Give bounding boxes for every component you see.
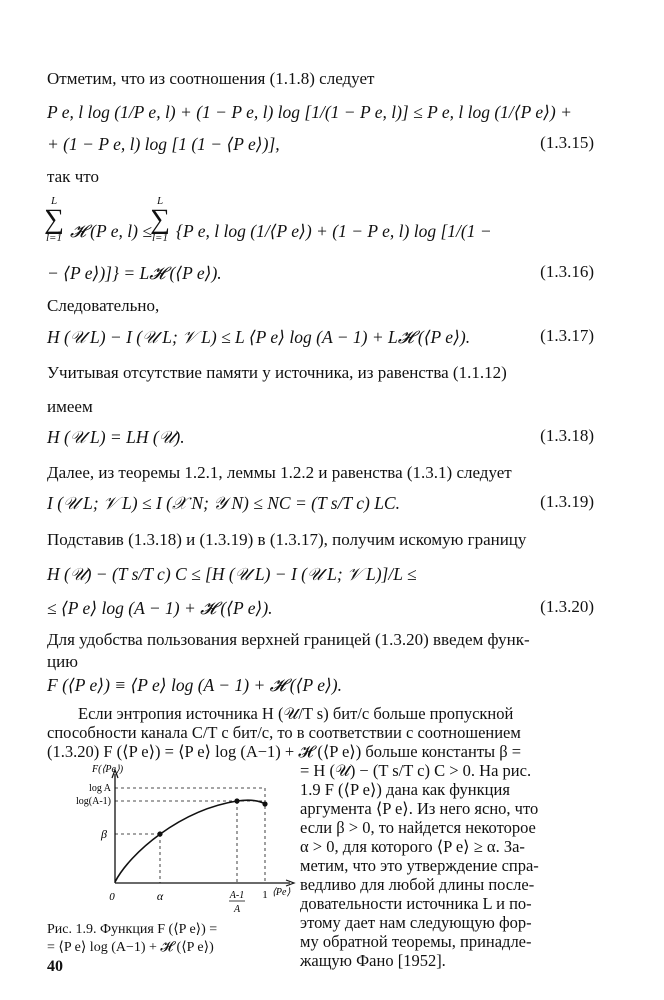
function-curve bbox=[115, 800, 265, 882]
equation-1-3-20-line2: ≤ ⟨P e⟩ log (A − 1) + 𝓗 (⟨P e⟩). bbox=[47, 598, 273, 618]
paragraph-line: = H (𝒰) − (T s/T c) C > 0. На рис. bbox=[300, 761, 532, 780]
ytick-logA: log A bbox=[89, 783, 111, 794]
point-one bbox=[262, 801, 267, 806]
paragraph-line: если β > 0, то найдется некоторое bbox=[300, 818, 536, 837]
xtick-one: 1 bbox=[262, 889, 268, 901]
equation-1-3-15-line1: P e, l log (1/P e, l) + (1 − P e, l) log [1/(1 − P e, l)] ≤ P e, l log (1/⟨P e⟩) + bbox=[47, 102, 572, 122]
paragraph-line: этому дает нам следующую фор- bbox=[300, 913, 532, 932]
paragraph-line: аргумента ⟨P e⟩. Из него ясно, что bbox=[300, 799, 539, 818]
text-line: Следовательно, bbox=[47, 296, 160, 315]
equation-number: (1.3.18) bbox=[540, 426, 594, 445]
xtick-fraction-numerator: A-1 bbox=[229, 890, 245, 901]
x-axis-label: ⟨Pe⟩ bbox=[272, 887, 291, 898]
figure-caption-line1: Рис. 1.9. Функция F (⟨P e⟩) = bbox=[47, 922, 218, 937]
text-line: Далее, из теоремы 1.2.1, леммы 1.2.2 и равенства (1.3.1) следует bbox=[47, 463, 512, 482]
xtick-alpha: α bbox=[156, 889, 164, 903]
paragraph-line: жащую Фано [1952]. bbox=[300, 951, 446, 970]
paragraph-line: Если энтропия источника H (𝒰/T s) бит/с больше пропускной bbox=[78, 704, 514, 723]
text-line: цию bbox=[47, 652, 78, 671]
page-number: 40 bbox=[47, 958, 63, 975]
xtick-zero: 0 bbox=[109, 891, 115, 903]
equation-number: (1.3.15) bbox=[540, 133, 594, 152]
figure-1-9 bbox=[40, 758, 298, 918]
text-line: Для удобства пользования верхней границей (1.3.20) введем функ- bbox=[47, 630, 530, 649]
y-axis-label: F(⟨Pe⟩) bbox=[92, 764, 124, 775]
text-line: имеем bbox=[47, 397, 93, 416]
paragraph-line: метим, что это утверждение спра- bbox=[300, 856, 539, 875]
equation-1-3-16-lhs: 𝓗 (P e, l) ≤ bbox=[70, 221, 152, 241]
paragraph-line: способности канала C/T c бит/с, то в соответствии с соотношением bbox=[47, 723, 521, 742]
equation-number: (1.3.16) bbox=[540, 262, 594, 281]
text-line: Подставив (1.3.18) и (1.3.19) в (1.3.17), получим искомую границу bbox=[47, 530, 527, 549]
text-line: так что bbox=[47, 167, 99, 186]
text-line: Отметим, что из соотношения (1.1.8) следует bbox=[47, 69, 375, 88]
paragraph-line: довательности источника L и по- bbox=[300, 894, 532, 913]
ytick-logA1: log(A-1) bbox=[76, 796, 111, 807]
figure-caption-line2: = ⟨P e⟩ log (A−1) + 𝓗 (⟨P e⟩) bbox=[47, 940, 214, 955]
point-alpha bbox=[157, 831, 162, 836]
text-line: Учитывая отсутствие памяти у источника, из равенства (1.1.12) bbox=[47, 363, 507, 382]
equation-F-definition: F (⟨P e⟩) ≡ ⟨P e⟩ log (A − 1) + 𝓗 (⟨P e⟩). bbox=[47, 675, 342, 695]
point-max bbox=[234, 798, 239, 803]
ytick-beta: β bbox=[101, 827, 107, 841]
equation-1-3-19: I (𝒰 L; 𝒱 L) ≤ I (𝒳 N; 𝒴 N) ≤ NC = (T s/T c) LC. bbox=[47, 493, 400, 513]
paragraph-line: 1.9 F (⟨P e⟩) дана как функция bbox=[300, 780, 510, 799]
xtick-fraction-denominator: A bbox=[233, 904, 241, 915]
sum-symbol-left: L ∑ l=1 bbox=[44, 195, 64, 244]
sum-symbol-right: L ∑ l=1 bbox=[150, 195, 170, 244]
equation-1-3-18: H (𝒰 L) = LH (𝒰). bbox=[47, 427, 185, 447]
equation-1-3-17: H (𝒰 L) − I (𝒰 L; 𝒱 L) ≤ L ⟨P e⟩ log (A − 1) + L𝓗 (⟨P e⟩). bbox=[47, 327, 471, 347]
equation-1-3-15-line2: + (1 − P e, l) log [1 (1 − ⟨P e⟩)], bbox=[47, 134, 280, 154]
equation-number: (1.3.17) bbox=[540, 326, 594, 345]
paragraph-line: ведливо для любой длины после- bbox=[300, 875, 535, 894]
paragraph-line: (1.3.20) F (⟨P e⟩) = ⟨P e⟩ log (A−1) + 𝓗 (⟨P e⟩) больше константы β = bbox=[47, 742, 522, 761]
equation-number: (1.3.20) bbox=[540, 597, 594, 616]
equation-1-3-20-line1: H (𝒰) − (T s/T c) C ≤ [H (𝒰 L) − I (𝒰 L; 𝒱 L)]/L ≤ bbox=[47, 564, 417, 584]
equation-1-3-16-line2: − ⟨P e⟩)]} = L𝓗 (⟨P e⟩). bbox=[47, 263, 222, 283]
paragraph-line: му обратной теоремы, принадле- bbox=[300, 932, 532, 951]
paragraph-line: α > 0, для которого ⟨P e⟩ ≥ α. За- bbox=[300, 837, 525, 856]
equation-1-3-16-rhs: {P e, l log (1/⟨P e⟩) + (1 − P e, l) log [1/(1 − bbox=[176, 221, 492, 241]
equation-number: (1.3.19) bbox=[540, 492, 594, 511]
